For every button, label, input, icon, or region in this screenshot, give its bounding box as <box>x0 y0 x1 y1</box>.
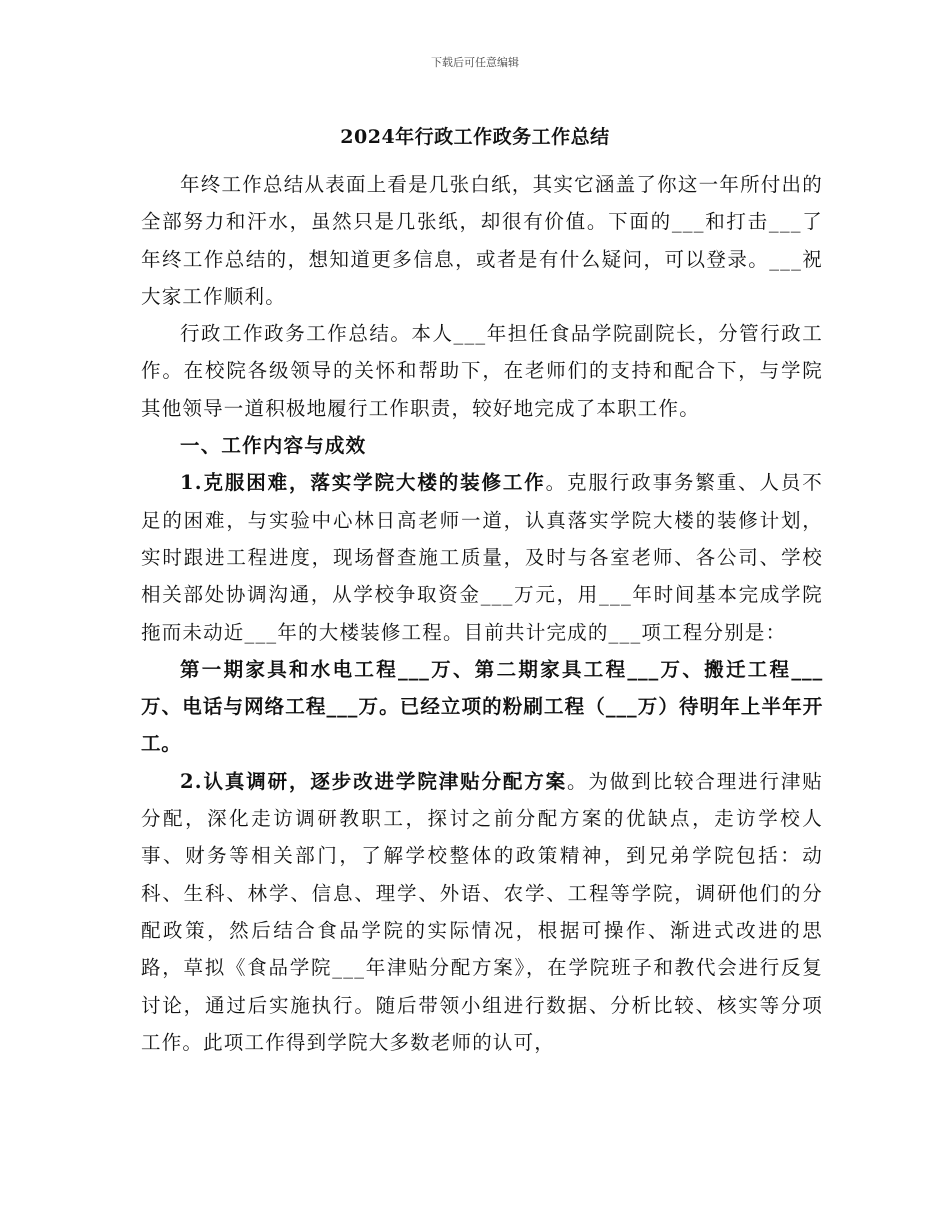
intro-paragraph: 年终工作总结从表面上看是几张白纸，其实它涵盖了你这一年所付出的全部努力和汗水，虽然只是几张纸，却很有价值。下面的___和打击___了年终工作总结的，想知道更多信息，或者是有什么疑问，可以登录。___祝大家工作顺利。 <box>141 173 823 308</box>
document-title: 2024年行政工作政务工作总结 <box>340 126 610 148</box>
section-heading: 一、工作内容与成效 <box>180 434 367 458</box>
document-body <box>141 166 823 1061</box>
summary-paragraph: 行政工作政务工作总结。本人___年担任食品学院副院长，分管行政工作。在校院各级领导的关怀和帮助下，在老师们的支持和配合下，与学院其他领导一道积极地履行工作职责，较好地完成了本职工作。 <box>141 322 823 420</box>
item-2-paragraph <box>141 763 823 1061</box>
item-1-text: 。克服行政事务繁重、人员不足的困难，与实验中心林日高老师一道，认真落实学院大楼的装修计划，实时跟进工程进度，现场督查施工质量，及时与各室老师、各公司、学校相关部处协调沟通，从学校争取资金___万元，用___年时间基本完成学院拖而未动近___年的大楼装修工程。目前共计完成的___项工程分别是： <box>141 471 823 644</box>
page-header-note: 下载后可任意编辑 <box>431 56 519 69</box>
item-1-paragraph <box>141 464 823 650</box>
item-2-lead: 2.认真调研，逐步改进学院津贴分配方案 <box>180 769 568 793</box>
item-1-lead: 1.克服困难，落实学院大楼的装修工作 <box>180 471 546 495</box>
project-list-paragraph: 第一期家具和水电工程___万、第二期家具工程___万、搬迁工程___万、电话与网络工程___万。已经立项的粉刷工程（___万）待明年上半年开工。 <box>141 657 823 756</box>
item-2-text: 。为做到比较合理进行津贴分配，深化走访调研教职工，探讨之前分配方案的优缺点，走访学校人事、财务等相关部门，了解学校整体的政策精神，到兄弟学院包括：动科、生科、林学、信息、理学、外语、农学、工程等学院，调研他们的分配政策，然后结合食品学院的实际情况，根据可操作、渐进式改进的思路，草拟《食品学院___年津贴分配方案》，在学院班子和教代会进行反复讨论，通过后实施执行。随后带领小组进行数据、分析比较、核实等分项工作。此项工作得到学院大多数老师的认可， <box>141 769 823 1054</box>
